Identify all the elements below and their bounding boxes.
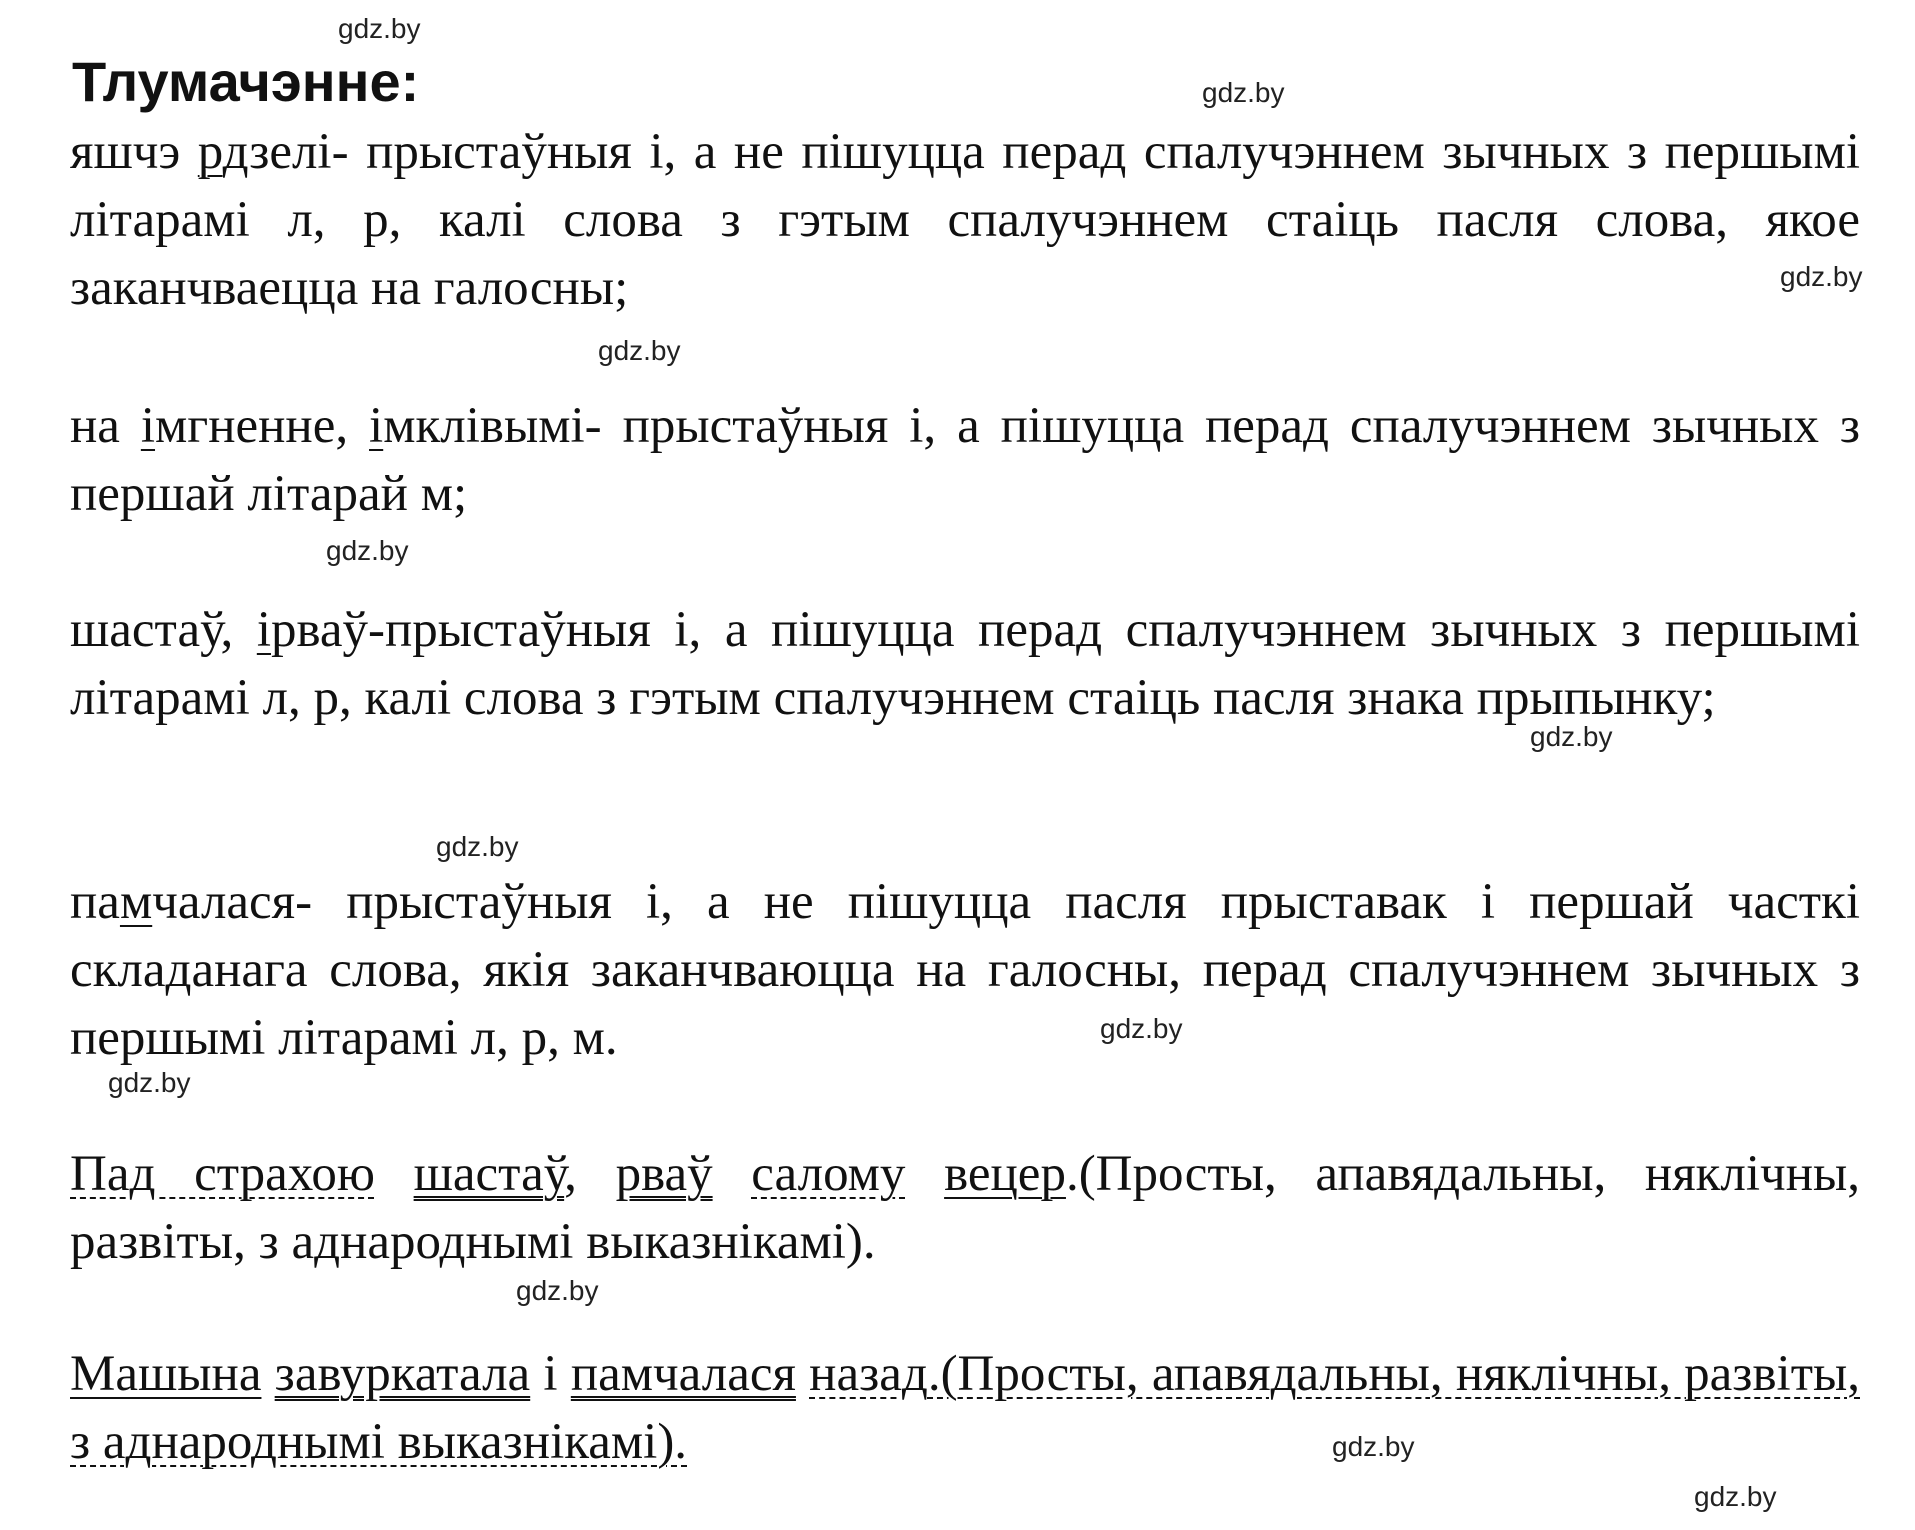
paragraph-4: [70, 868, 1860, 1072]
paragraph-2: [70, 392, 1860, 528]
explanation-text: - прыстаўныя і, а не пішуцца перад спалучэннем зычных з першымі літарамі л, р, калі слова з гэтым спалучэннем стаіць пасля слова, якое заканчваецца на галосны;: [70, 124, 1861, 316]
predicate-2: памчалася: [570, 1346, 796, 1402]
underlined-letter: і: [140, 398, 156, 454]
word-rest: мклівымі: [383, 398, 585, 454]
watermark: gdz.by: [1694, 1481, 1777, 1512]
comma: ,: [564, 1146, 616, 1202]
word-rest: рваў: [270, 602, 369, 658]
prefix-text: на: [70, 398, 141, 454]
word-rest: мгненне,: [155, 398, 370, 454]
space: [796, 1346, 809, 1402]
space: [375, 1146, 414, 1202]
sentence-1: [70, 1140, 1860, 1276]
space: [713, 1146, 752, 1202]
underlined-letter: м: [119, 874, 153, 930]
watermark: gdz.by: [1332, 1431, 1415, 1462]
watermark: gdz.by: [1202, 77, 1285, 108]
watermark: gdz.by: [1530, 721, 1613, 752]
prefix-text: шастаў,: [70, 602, 257, 658]
watermark: gdz.by: [436, 831, 519, 862]
predicate-1: шастаў: [413, 1146, 565, 1202]
paragraph-1: [70, 118, 1860, 322]
word-dzeli-rest: дзелі: [222, 124, 332, 180]
watermark: gdz.by: [516, 1275, 599, 1306]
word-start: па: [70, 874, 120, 930]
watermark: gdz.by: [1100, 1013, 1183, 1044]
watermark: gdz.by: [108, 1067, 191, 1098]
sentence-2: [70, 1340, 1860, 1476]
underlined-letter: і: [256, 602, 271, 658]
paragraph-3: [70, 596, 1860, 732]
explanation-text: - прыстаўныя і, а не пішуцца пасля прыставак і першай часткі складанага слова, якія заканчваюцца на галосны, перад спалучэннем зычных з першымі літарамі л, р, м.: [70, 874, 1860, 1066]
sentence-analysis: .(Просты, апавядальны, няклічны, развіты, з аднароднымі выказнікамі).: [70, 1146, 1861, 1270]
word-end: чалася: [152, 874, 296, 930]
sentence-analysis: .(Просты, апавядальны, няклічны, развіты, з аднароднымі выказнікамі).: [70, 1346, 1861, 1470]
watermark: gdz.by: [338, 13, 421, 44]
explanation-text: - прыстаўныя і, а пішуцца перад спалучэннем зычных з першай літарай м;: [70, 398, 1861, 522]
adverbial: назад: [809, 1346, 928, 1402]
underlined-letter: р: [197, 124, 223, 180]
predicate-2: рваў: [615, 1146, 713, 1202]
subject: вецер: [944, 1146, 1066, 1202]
subject-adverbial: Пад страхою: [70, 1146, 375, 1202]
watermark: gdz.by: [598, 335, 681, 366]
explanation-heading: Тлумачэнне:: [72, 50, 420, 113]
watermark: gdz.by: [326, 535, 409, 566]
space: [261, 1346, 274, 1402]
predicate-1: завуркатала: [274, 1346, 531, 1402]
conjunction: і: [530, 1346, 571, 1402]
underlined-letter: і: [369, 398, 384, 454]
space: [905, 1146, 944, 1202]
subject: Машына: [70, 1346, 262, 1402]
explanation-text: -прыстаўныя і, а пішуцца перад спалучэннем зычных з першымі літарамі л, р, калі слова з гэтым спалучэннем стаіць пасля знака прыпынку;: [70, 602, 1860, 726]
object: салому: [751, 1146, 906, 1202]
word-yashche: яшчэ: [70, 124, 181, 180]
watermark: gdz.by: [1780, 261, 1863, 292]
